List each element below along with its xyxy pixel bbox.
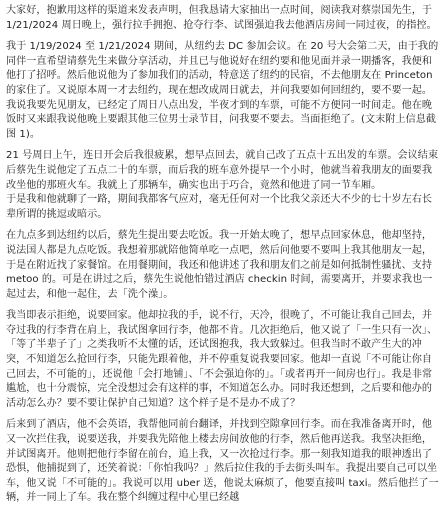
- paragraph-spacer: [6, 411, 440, 418]
- paragraph-spacer: [6, 222, 440, 229]
- paragraph-dinner: 在九点多到达纽约以后，蔡先生提出要去吃饭。我一开始太晚了，想早点回家休息，他却坚持，说法国人都是九点吃饭。我想着那就陪他简单吃一点吧，然后问他要不要叫上我其他朋友一起，于是在附近找了家餐馆。在用餐期间，我还和他讲述了我和朋友们之前是如何抵制性骚扰、支持 metoo 的。可是在讲过之后，蔡先生说他怕错过酒店 checkin 时间，需要离开，并要求我也一起过去，和他一起住，去「洗个澡」。: [6, 230, 433, 300]
- paragraph-hotel: 后来到了酒店，他不会英语，我帮他同前台翻译，并找到空隙拿回行李。而在我准备离开时，他又一次拦住我，说要送我，并要我先陪他上楼去房间放他的行李，然后他再送我。我坚决拒绝，并试图离开。他则把他行李留在前台，追上我，又一次抢过行李。那一刻我知道我的眼神透出了恐惧，他捕捉到了，还笑着说：「你怕我吗？」然后拉住我的手去街头叫车。我提出要自己可以坐车，他又说「不可能的」。我说可以用 uber 送，他说太麻烦了，他要直接叫 taxi。然后他拦了一辆，并一同上了车。我在整个纠缠过程中心里已经越: [6, 419, 439, 504]
- paragraph-refusal: 我当即表示拒绝，说要回家。他却拉我的手，说不行，天冷，很晚了，不可能让我自己回去，并夺过我的行李背在肩上，我试图拿回行李，他都不肯。几次拒绝后，他又说了「一生只有一次」、「等了半辈子了」之类我听不太懂的话，还试图抱我，我大致躲过。但我当时不敢产生大的冲突，不知道怎么抢回行李，只能先跟着他，并不停重复说我要回家。他却一直说「不可能让你自己回去，不可能的」，还说他「会打地铺」、「不会强迫你的」。「或者再开一间房也行」。我是非常尴尬，也十分震惊，完全没想过会有这样的事，不知道怎么办。同时我还想到，之后要和他办的活动怎么办？要不要让保护自己知道？这个样子是不是办不成了？: [6, 310, 438, 409]
- paragraph-spacer: [6, 142, 440, 149]
- paragraph-intro: 大家好，抱歉用这样的渠道来发表声明，但我恳请大家抽出一点时间，阅读我对蔡崇国先生，于 1/21/2024 周日晚上，强行拉手拥抱、抢夺行李、试图强迫我去他酒店房间一同过夜，的指控。: [6, 5, 437, 31]
- paragraph-dc-conference: 我于 1/19/2024 至 1/21/2024 期间，从纽约去 DC 参加会议。在 20 号大会第二天，由于我的同伴一直希望请蔡先生来做分享活动，并且已与他说好在纽约要和他见面并录一期播客，我便和他打了招呼。然后他说他为了参加我们的活动，特意送了纽约的民宿，不去他朋友在 Princeton 的家住了。又说原本周一才去纽约，现在想改成周日就去，并问我要如何回纽约，要不要一起。我说我要先见朋友，已经定了周日八点出发，半夜才到的车票，可能不方便同一时间走。他在晚饭时又来跟我说他晚上要跟其他三位男士录节目，问我要不要去。当面拒绝了。(文末附上信息截图 1)。: [6, 41, 439, 140]
- paragraph-train-ride: 21 号周日上午，连日开会后我很疲累，想早点回去，就自己改了五点十五出发的车票。会议结束后蔡先生说他定了五点二十的车票，而后我的班车意外提早一个小时，他就当着我朋友的面要我改坐他的那班火车。我就上了那辆车，确实也出于巧合，竟然和他进了同一节车厢。: [6, 150, 439, 191]
- paragraph-spacer: [6, 302, 440, 309]
- paragraph-conversation: 于是我和他就聊了一路，期间我都客气应对，毫无任何对一个比我父亲还大不少的七十岁左右长辈所谓的挑逗或暗示。: [6, 194, 433, 220]
- paragraph-spacer: [6, 33, 440, 40]
